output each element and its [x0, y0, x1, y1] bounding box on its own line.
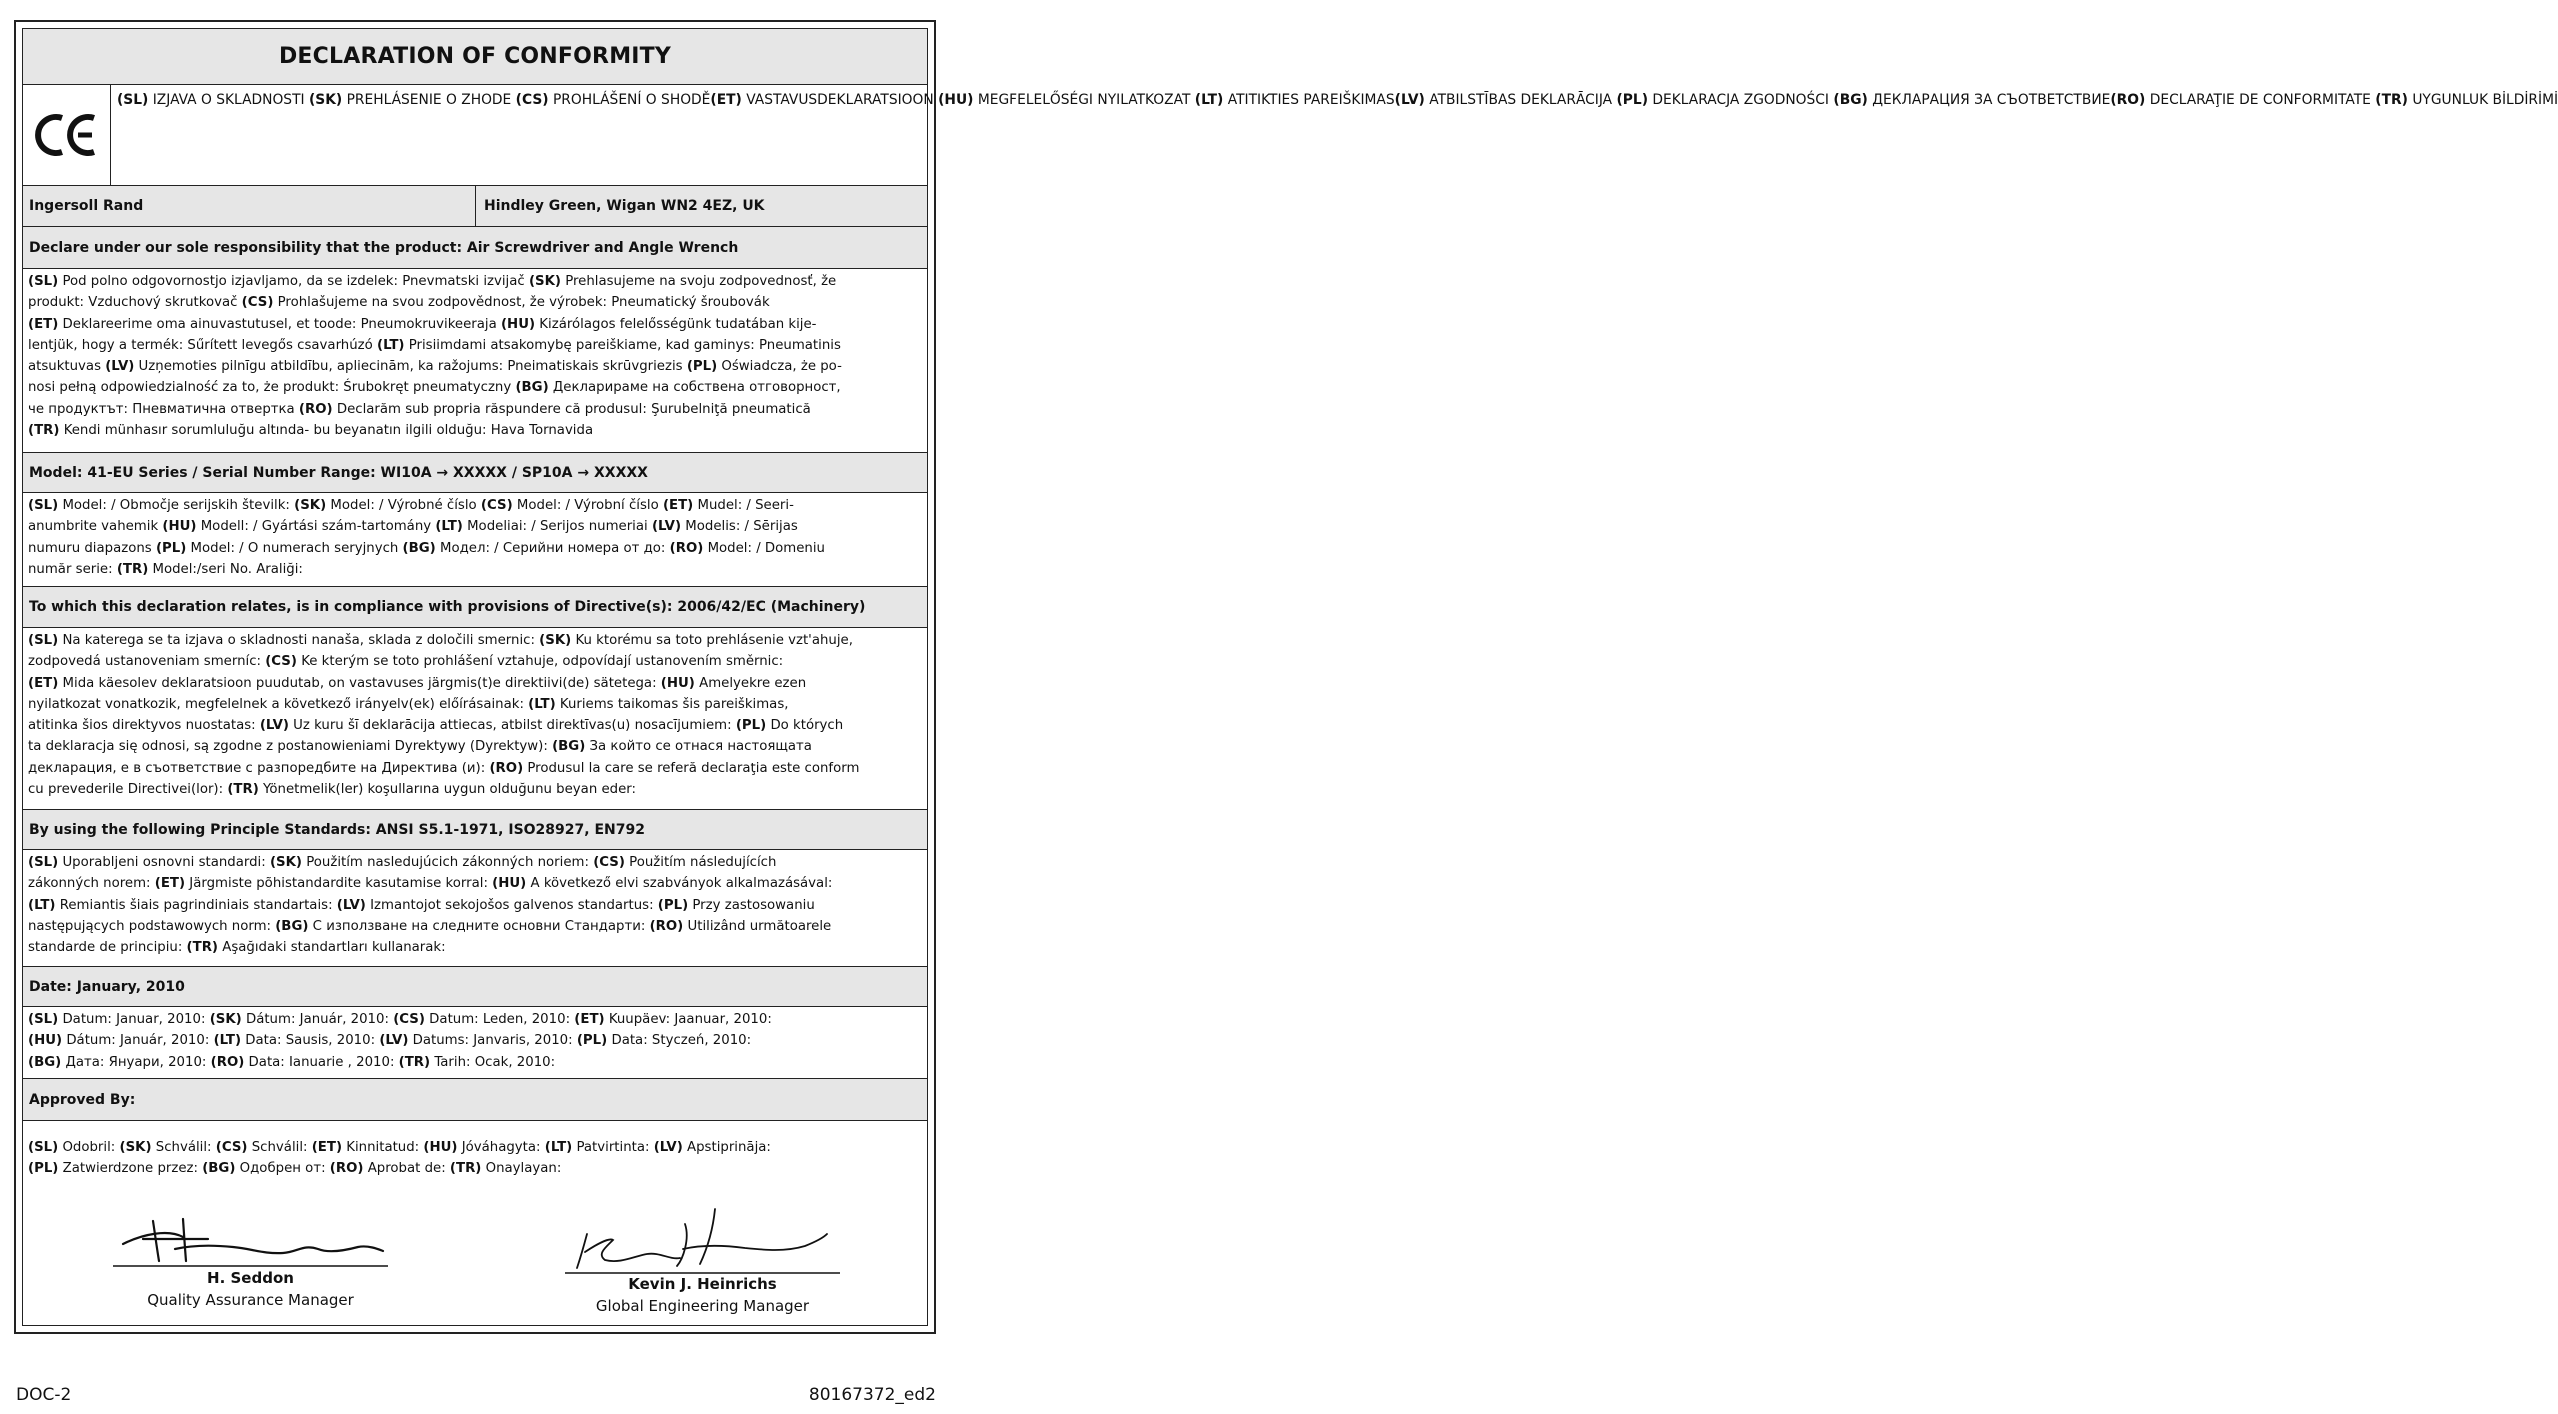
translation-text: Model:/seri No. Araliği:: [148, 561, 303, 577]
translation-text: Декларираме на собствена отговорност,: [548, 380, 841, 396]
language-code: (LV): [651, 519, 682, 535]
translation-text: zodpovedá ustanoveniam smerníc:: [28, 654, 266, 670]
company-name: Ingersoll Rand: [23, 186, 476, 226]
language-code: (PL): [686, 359, 718, 375]
language-code: (SL): [117, 92, 149, 108]
text-line: [28, 630, 923, 651]
text-line: [28, 694, 923, 715]
ce-mark-cell: [23, 85, 111, 185]
language-code: (TR): [28, 423, 60, 439]
language-code: (SK): [294, 498, 327, 513]
company-address: Hindley Green, Wigan WN2 4EZ, UK: [484, 198, 765, 214]
translation-text: Dátum: Január, 2010:: [241, 1012, 394, 1027]
language-code: (ET): [154, 876, 186, 892]
language-code: (SK): [539, 633, 572, 648]
translation-text: Model: / Výrobné číslo: [326, 498, 481, 513]
translation-text: Na katerega se ta izjava o skladnosti nanaša, sklada z določili smernic:: [58, 633, 540, 648]
language-code: (CS): [215, 1140, 248, 1155]
language-code: (LT): [528, 696, 556, 712]
translation-text: Remiantis šiais pagrindiniais standartais:: [55, 897, 337, 913]
language-code: (PL): [1616, 92, 1649, 108]
translation-text: Дата: Януари, 2010:: [61, 1054, 211, 1070]
language-code: (SL): [28, 274, 59, 289]
translation-text: ATITIKTIES PAREIŠKIMAS: [1223, 92, 1395, 108]
translation-text: Kinnitatud:: [342, 1140, 424, 1155]
translation-text: Model: / Výrobní číslo: [512, 498, 663, 513]
translation-text: Jóváhagyta:: [457, 1140, 545, 1155]
language-code: (SK): [269, 855, 302, 870]
text-line: [28, 895, 923, 916]
text-line: [28, 873, 923, 894]
translation-text: Kuriems taikomas šis pareiškimas,: [555, 696, 789, 712]
language-code: (LV): [336, 897, 366, 913]
language-code: (ET): [311, 1140, 343, 1155]
language-code: (RO): [489, 760, 524, 776]
text-line: [28, 335, 923, 356]
language-code: (ET): [28, 316, 59, 332]
language-code: (TR): [449, 1161, 482, 1177]
language-code: (ET): [662, 498, 694, 513]
language-code: (CS): [593, 855, 625, 870]
translation-text: anumbrite vahemik: [28, 519, 163, 535]
approved-statement: Approved By:: [23, 1079, 927, 1121]
language-code: (RO): [2110, 92, 2146, 108]
signatory-2-title: Global Engineering Manager: [595, 1297, 810, 1315]
translation-text: Modelis: / Sērijas: [681, 519, 798, 535]
language-code: (SK): [308, 92, 343, 108]
translation-text: VASTAVUSDEKLARATSIOON: [741, 92, 939, 108]
text-line: [710, 92, 1394, 108]
language-code: (PL): [657, 897, 689, 913]
language-code: (BG): [402, 540, 436, 556]
translation-text: Kizárólagos felelősségünk tudatában kije-: [535, 316, 817, 332]
directive-statement: To which this declaration relates, is in compliance with provisions of Directive(s): 2006/42/EC (Machinery): [23, 587, 927, 628]
text-line: [28, 559, 923, 580]
translation-text: Yönetmelik(ler) koşullarına uygun olduğunu beyan eder:: [258, 782, 636, 798]
translation-text: Schválil:: [151, 1140, 216, 1155]
standards-translations: [23, 850, 927, 967]
language-code: (SK): [119, 1140, 152, 1155]
translation-text: Izmantojot sekojošos galvenos standartus:: [365, 897, 658, 913]
product-translations: [23, 269, 927, 453]
translation-text: produkt: Vzduchový skrutkovač: [28, 295, 242, 311]
language-code: (HU): [423, 1140, 458, 1155]
translation-text: Oświadcza, że po-: [717, 359, 842, 375]
translation-text: С използване на следните основни Стандарти:: [308, 918, 650, 934]
translation-text: ta deklaracja się odnosi, są zgodne z postanowieniami Dyrektywy (Dyrektyw):: [28, 739, 553, 755]
language-code: (SL): [28, 633, 59, 648]
text-line: [28, 377, 923, 398]
translation-text: Uporabljeni osnovni standardi:: [58, 855, 270, 870]
translation-text: Tarih: Ocak, 2010:: [430, 1054, 556, 1070]
translation-text: Prehlasujeme na svoju zodpovednosť, že: [560, 274, 837, 289]
translation-text: atitinka šios direktyvos nuostatas:: [28, 718, 260, 734]
text-line: [28, 1030, 923, 1051]
text-line: [28, 356, 923, 377]
text-line: [28, 715, 923, 736]
translation-text: Data: Ianuarie , 2010:: [244, 1054, 399, 1070]
document-title: DECLARATION OF CONFORMITY: [23, 29, 927, 85]
language-code: (RO): [669, 540, 704, 556]
text-line: [28, 779, 923, 800]
signatory-1-name: H. Seddon: [207, 1269, 294, 1287]
text-line: [28, 420, 923, 441]
translation-text: Zatwierdzone przez:: [58, 1161, 203, 1177]
translation-text: zákonných norem:: [28, 876, 155, 892]
translation-text: număr serie:: [28, 561, 117, 577]
ce-mark-icon: [34, 112, 100, 158]
translation-text: Uz kuru šī deklarācija attiecas, atbilst direktīvas(u) nosacījumiem:: [288, 718, 736, 734]
language-code: (LT): [377, 337, 405, 353]
translation-text: Одобрен от:: [235, 1161, 330, 1177]
language-code: (LV): [259, 718, 289, 734]
translation-text: декларация, е в съответствие с разпоредбите на Директива (и):: [28, 760, 490, 776]
model-statement: Model: 41-EU Series / Serial Number Range: WI10A → XXXXX / SP10A → XXXXX: [23, 453, 927, 493]
translation-text: Kendi münhasır sorumluluğu altında- bu beyanatın ilgili olduğu: Hava Tornavida: [59, 423, 594, 439]
translation-text: Amelyekre ezen: [694, 675, 807, 691]
text-line: [28, 736, 923, 757]
language-code: (SL): [28, 1140, 59, 1155]
language-code: (BG): [1833, 92, 1868, 108]
language-code: (CS): [480, 498, 513, 513]
translation-text: Apstiprināja:: [682, 1140, 771, 1155]
translation-text: Použitím nasledujúcich zákonných noriem:: [302, 855, 594, 870]
translation-text: IZJAVA O SKLADNOSTI: [148, 92, 309, 108]
standards-statement: By using the following Principle Standards: ANSI S5.1-1971, ISO28927, EN792: [23, 810, 927, 850]
translation-text: PROHLÁŠENÍ O SHODĚ: [548, 92, 711, 108]
translation-text: atsuktuvas: [28, 359, 106, 375]
translation-text: następujących podstawowych norm:: [28, 918, 276, 934]
language-code: (BG): [202, 1161, 236, 1177]
language-code: (ET): [574, 1012, 605, 1027]
language-code: (PL): [735, 718, 767, 734]
directive-translations: [23, 628, 927, 810]
text-line: [117, 92, 710, 108]
translation-text: Datum: Januar, 2010:: [58, 1012, 210, 1027]
translation-text: Declarăm sub propria răspundere că produsul: Şurubelniţă pneumatică: [332, 401, 811, 417]
translation-text: Data: Sausis, 2010:: [241, 1033, 380, 1049]
language-code: (LT): [28, 897, 56, 913]
translation-text: че продуктът: Пневматична отвертка: [28, 401, 299, 417]
translation-text: lentjük, hogy a termék: Sűrített levegős csavarhúzó: [28, 337, 377, 353]
language-code: (RO): [329, 1161, 364, 1177]
translation-text: cu prevederile Directivei(lor):: [28, 782, 228, 798]
language-code: (TR): [227, 782, 259, 798]
translation-text: Utilizând următoarele: [683, 918, 832, 934]
text-line: [28, 937, 923, 958]
language-code: (BG): [28, 1054, 62, 1070]
language-code: (PL): [155, 540, 187, 556]
signatory-1: [113, 1269, 388, 1309]
language-code: (LT): [544, 1140, 573, 1155]
signatory-2-name: Kevin J. Heinrichs: [628, 1275, 777, 1293]
translation-text: Produsul la care se referă declaraţia este conform: [523, 760, 860, 776]
translation-text: Kuupäev: Jaanuar, 2010:: [604, 1012, 772, 1027]
translation-text: Použitím následujících: [624, 855, 777, 870]
language-code: (CS): [241, 295, 274, 311]
language-code: (CS): [515, 92, 549, 108]
approved-translations: [23, 1121, 927, 1181]
language-code: (LV): [105, 359, 135, 375]
translation-text: Mida käesolev deklaratsioon puudutab, on vastavuses järgmis(t)e direktiivi(de) sätetega:: [58, 675, 661, 691]
text-line: [28, 271, 923, 292]
translation-text: standarde de principiu:: [28, 940, 187, 956]
signature-kevin-heinrichs: [565, 1204, 840, 1276]
signature-h-seddon: [113, 1209, 388, 1269]
footer-document-number: 80167372_ed2: [808, 1385, 936, 1405]
translation-text: Modell: / Gyártási szám-tartomány: [196, 519, 436, 535]
date-statement: Date: January, 2010: [23, 967, 927, 1007]
translation-text: ДЕКЛАРАЦИЯ ЗА СЪОТВЕТСТВИЕ: [1867, 92, 2111, 108]
text-line: [28, 399, 923, 420]
text-line: [28, 1009, 923, 1030]
language-code: (RO): [298, 401, 333, 417]
translation-text: Model: / Območje serijskih številk:: [58, 498, 295, 513]
manufacturer-row: [23, 186, 927, 227]
translation-text: Model: / O numerach seryjnych: [186, 540, 403, 556]
language-code: (HU): [660, 675, 695, 691]
translation-text: Prohlašujeme na svou zodpovědnost, že výrobek: Pneumatický šroubovák: [273, 295, 770, 311]
translation-text: Datum: Leden, 2010:: [424, 1012, 575, 1027]
language-code: (HU): [492, 876, 527, 892]
translation-text: A következő elvi szabványok alkalmazásával:: [526, 876, 833, 892]
language-code: (LT): [1194, 92, 1224, 108]
language-code: (CS): [265, 654, 297, 670]
translation-text: Odobril:: [58, 1140, 120, 1155]
language-code: (RO): [649, 918, 684, 934]
text-line: [28, 292, 923, 313]
translation-text: Onaylayan:: [481, 1161, 562, 1177]
text-line: [28, 1158, 923, 1179]
language-code: (SL): [28, 498, 59, 513]
language-code: (HU): [162, 519, 197, 535]
language-code: (BG): [275, 918, 309, 934]
language-code: (SL): [28, 855, 59, 870]
language-code: (ET): [28, 675, 59, 691]
translation-text: Data: Styczeń, 2010:: [607, 1033, 752, 1049]
language-code: (SK): [528, 274, 561, 289]
text-line: [2110, 92, 2558, 108]
text-line: [28, 852, 923, 873]
product-statement: Declare under our sole responsibility that the product: Air Screwdriver and Angle Wrench: [23, 227, 927, 269]
header-languages-row: [23, 85, 2558, 186]
language-code: (BG): [515, 380, 549, 396]
translation-text: Aşağıdaki standartları kullanarak:: [218, 940, 446, 956]
translation-text: ATBILSTĪBAS DEKLARĀCIJA: [1424, 92, 1617, 108]
language-code: (HU): [500, 316, 536, 332]
language-code: (CS): [393, 1012, 425, 1027]
language-code: (TR): [2375, 92, 2408, 108]
translation-text: Przy zastosowaniu: [688, 897, 815, 913]
language-code: (BG): [552, 739, 586, 755]
language-code: (LV): [379, 1033, 409, 1049]
translation-text: Ku ktorému sa toto prehlásenie vzt'ahuje,: [571, 633, 853, 648]
translation-text: MEGFELELŐSÉGI NYILATKOZAT: [973, 92, 1195, 108]
language-code: (LT): [435, 519, 463, 535]
text-line: [28, 673, 923, 694]
text-line: [28, 314, 923, 335]
model-translations: [23, 493, 927, 587]
language-code: (LV): [653, 1140, 683, 1155]
text-line: [1395, 92, 2111, 108]
declaration-table: [22, 28, 2558, 1326]
language-code: (TR): [398, 1054, 431, 1070]
translation-text: nyilatkozat vonatkozik, megfelelnek a következő irányelv(ek) előírásainak:: [28, 696, 529, 712]
translation-text: Pod polno odgovornostjo izjavljamo, da se izdelek: Pnevmatski izvijač: [58, 274, 529, 289]
text-line: [28, 758, 923, 779]
language-code: (TR): [186, 940, 219, 956]
translation-text: За който се отнася настоящата: [585, 739, 812, 755]
translation-text: Модел: / Серийни номера от до:: [435, 540, 670, 556]
language-code: (HU): [938, 92, 974, 108]
translation-text: Dátum: Január, 2010:: [62, 1033, 214, 1049]
translation-text: Model: / Domeniu: [703, 540, 825, 556]
text-line: [28, 516, 923, 537]
translation-text: numuru diapazons: [28, 540, 156, 556]
translation-text: Deklareerime oma ainuvastutusel, et toode: Pneumokruvikeeraja: [58, 316, 501, 332]
language-code: (SL): [28, 1012, 59, 1027]
date-translations: [23, 1007, 927, 1079]
signatory-2: [565, 1275, 840, 1315]
text-line: [28, 538, 923, 559]
text-line: [28, 495, 923, 516]
language-code: (PL): [576, 1033, 608, 1049]
translation-text: PREHLÁSENIE O ZHODE: [342, 92, 516, 108]
language-code: (TR): [116, 561, 149, 577]
translation-text: Do których: [766, 718, 844, 734]
text-line: [28, 651, 923, 672]
translation-text: UYGUNLUK BİLDİRİMİ: [2407, 92, 2558, 108]
signatory-1-title: Quality Assurance Manager: [147, 1291, 354, 1309]
footer-doc-code: DOC-2: [16, 1385, 72, 1405]
translation-text: Mudel: / Seeri-: [693, 498, 794, 513]
text-line: [28, 1052, 923, 1073]
header-language-lines: [117, 90, 2558, 111]
translation-text: Schválil:: [247, 1140, 312, 1155]
translation-text: Uzņemoties pilnīgu atbildību, apliecinām, ka ražojums: Pneimatiskais skrūvgriezis: [134, 359, 687, 375]
translation-text: Aprobat de:: [363, 1161, 450, 1177]
language-code: (LT): [213, 1033, 242, 1049]
text-line: [28, 916, 923, 937]
language-code: (RO): [210, 1054, 245, 1070]
language-code: (SK): [209, 1012, 242, 1027]
translation-text: Ke kterým se toto prohlášení vztahuje, odpovídají ustanovením směrnic:: [296, 654, 784, 670]
translation-text: Modeliai: / Serijos numeriai: [462, 519, 652, 535]
translation-text: Prisiimdami atsakomybę pareiškiame, kad gaminys: Pneumatinis: [404, 337, 841, 353]
translation-text: nosi pełną odpowiedzialność za to, że produkt: Śrubokręt pneumatyczny: [28, 380, 516, 396]
translation-text: DECLARAŢIE DE CONFORMITATE: [2145, 92, 2376, 108]
translation-text: Patvirtinta:: [572, 1140, 654, 1155]
translation-text: DEKLARACJA ZGODNOŚCI: [1648, 92, 1834, 108]
text-line: [28, 1137, 923, 1158]
language-code: (PL): [28, 1161, 59, 1177]
language-code: (ET): [710, 92, 742, 108]
translation-text: Järgmiste põhistandardite kasutamise korral:: [185, 876, 493, 892]
translation-text: Datums: Janvaris, 2010:: [408, 1033, 577, 1049]
language-code: (LV): [1394, 92, 1425, 108]
language-code: (HU): [28, 1033, 63, 1049]
